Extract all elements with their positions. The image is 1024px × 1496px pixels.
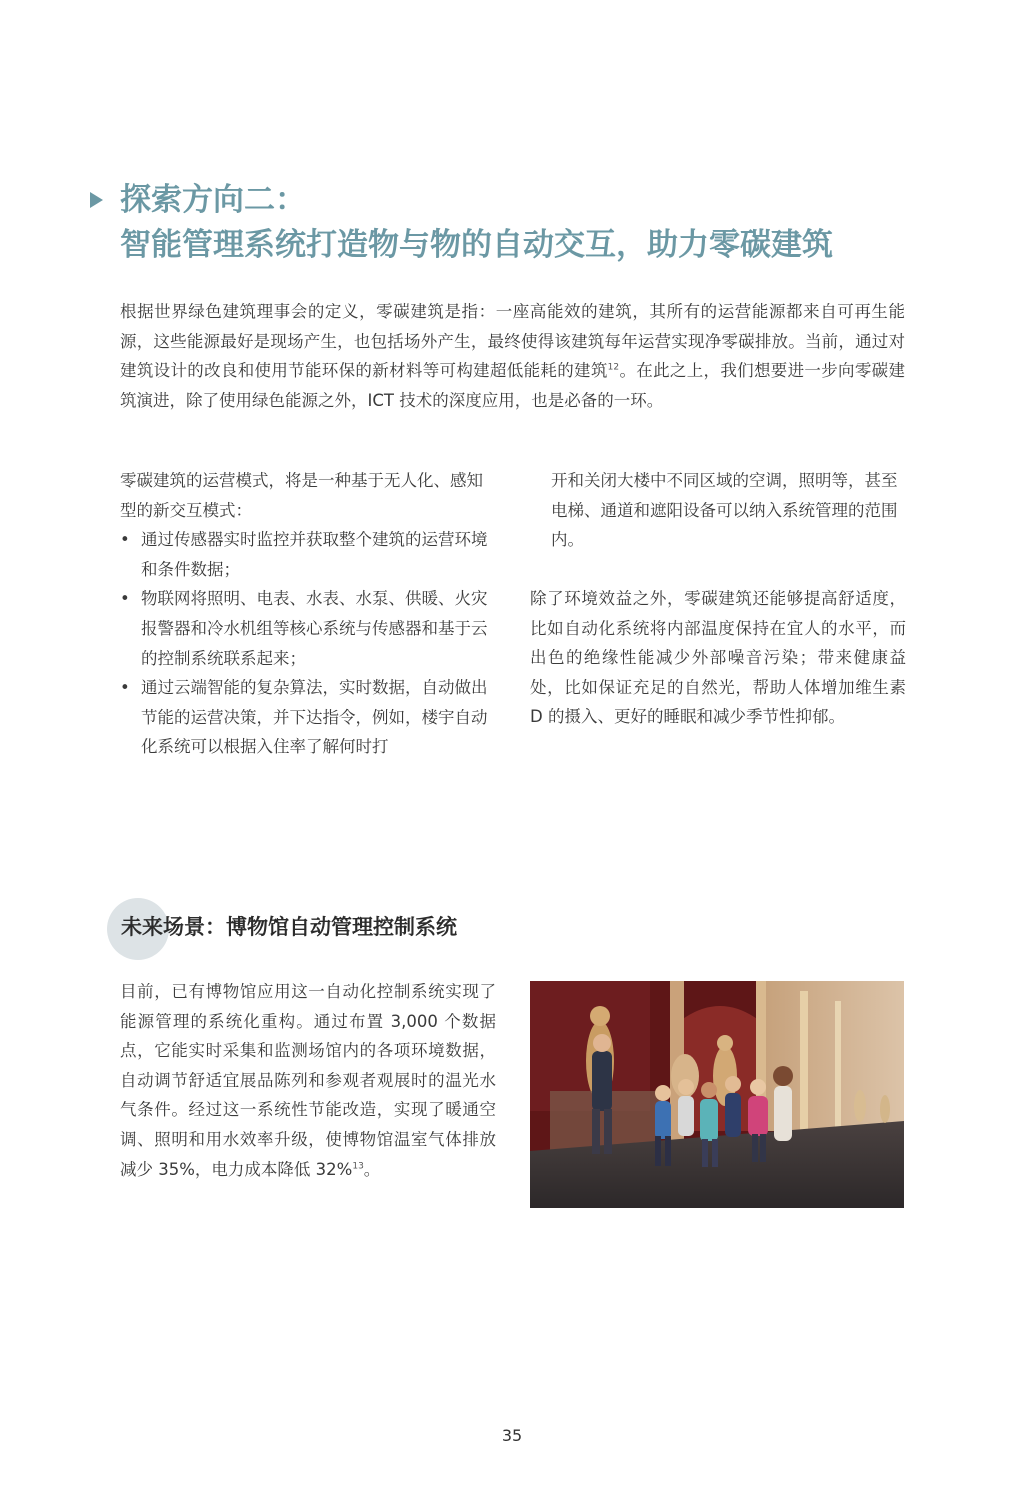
footnote-ref-13[interactable]: 13 [352,1161,364,1172]
scene-text-end: 。 [363,1159,381,1179]
intro-text: 根据世界绿色建筑理事会的定义，零碳建筑是指：一座高能效的建筑，其所有的运营能源都来自可再生能源，这些能源最好是现场产生，也包括场外产生，最终使得该建筑每年运营实现净零碳排放。当前，通过对建筑设计的改良和使用节能环保的新材料等可构建超低能耗的建筑 [120,302,905,381]
heading-triangle-icon [90,192,103,208]
list-item [120,525,495,584]
scene-title: 未来场景：博物馆自动管理控制系统 [121,915,457,939]
museum-scene-illustration [530,981,904,1208]
list-item [120,584,495,673]
left-column [120,466,495,762]
bullet-icon: • [120,589,130,609]
bullet-icon: • [120,678,130,698]
bullet-icon: • [120,530,130,550]
right-column-continuation: 开和关闭大楼中不同区域的空调，照明等，甚至电梯、通道和遮阳设备可以纳入系统管理的范围内。 [551,471,898,550]
intro-text-end: 。在此之上，我们想要进一步向零碳建筑演进，除了使用绿色能源之外，ICT 技术的深度应用，也是必备的一环。 [120,361,906,410]
right-column-paragraph: 除了环境效益之外，零碳建筑还能够提高舒适度，比如自动化系统将内部温度保持在宜人的水平，而出色的绝缘性能减少外部噪音污染；带来健康益处，比如保证充足的自然光，帮助人体增加维生素 D 的摄入、更好的睡眠和减少季节性抑郁。 [530,589,906,727]
museum-photo [530,981,904,1208]
scene-text: 目前，已有博物馆应用这一自动化控制系统实现了能源管理的系统化重构。通过布置 3,000 个数据点，它能实时采集和监测场馆内的各项环境数据，自动调节舒适宜展品陈列和参观者观展时的温光水气条件。经过这一系统性节能改造，实现了暖通空调、照明和用水效率升级，使博物馆温室气体排放减少 35%，电力成本降低 32% [120,982,496,1179]
intro-paragraph [120,297,905,415]
heading-line-2: 智能管理系统打造物与物的自动交互，助力零碳建筑 [120,227,833,263]
scene-paragraph [120,977,496,1184]
list-item-text: 通过传感器实时监控并获取整个建筑的运营环境和条件数据； [141,530,488,579]
bullet-list [120,525,495,762]
list-item-text: 物联网将照明、电表、水表、水泵、供暖、火灾报警器和冷水机组等核心系统与传感器和基于云的控制系统联系起来； [141,589,488,668]
left-lead: 零碳建筑的运营模式，将是一种基于无人化、感知型的新交互模式： [120,471,483,520]
footnote-ref-12[interactable]: 12 [607,362,620,373]
section-heading [120,178,920,268]
list-item [120,673,495,762]
list-item-text: 通过云端智能的复杂算法，实时数据，自动做出节能的运营决策，并下达指令，例如，楼宇自动化系统可以根据入住率了解何时打 [141,678,488,757]
page-number: 35 [501,1426,523,1445]
heading-line-1: 探索方向二： [120,182,306,218]
